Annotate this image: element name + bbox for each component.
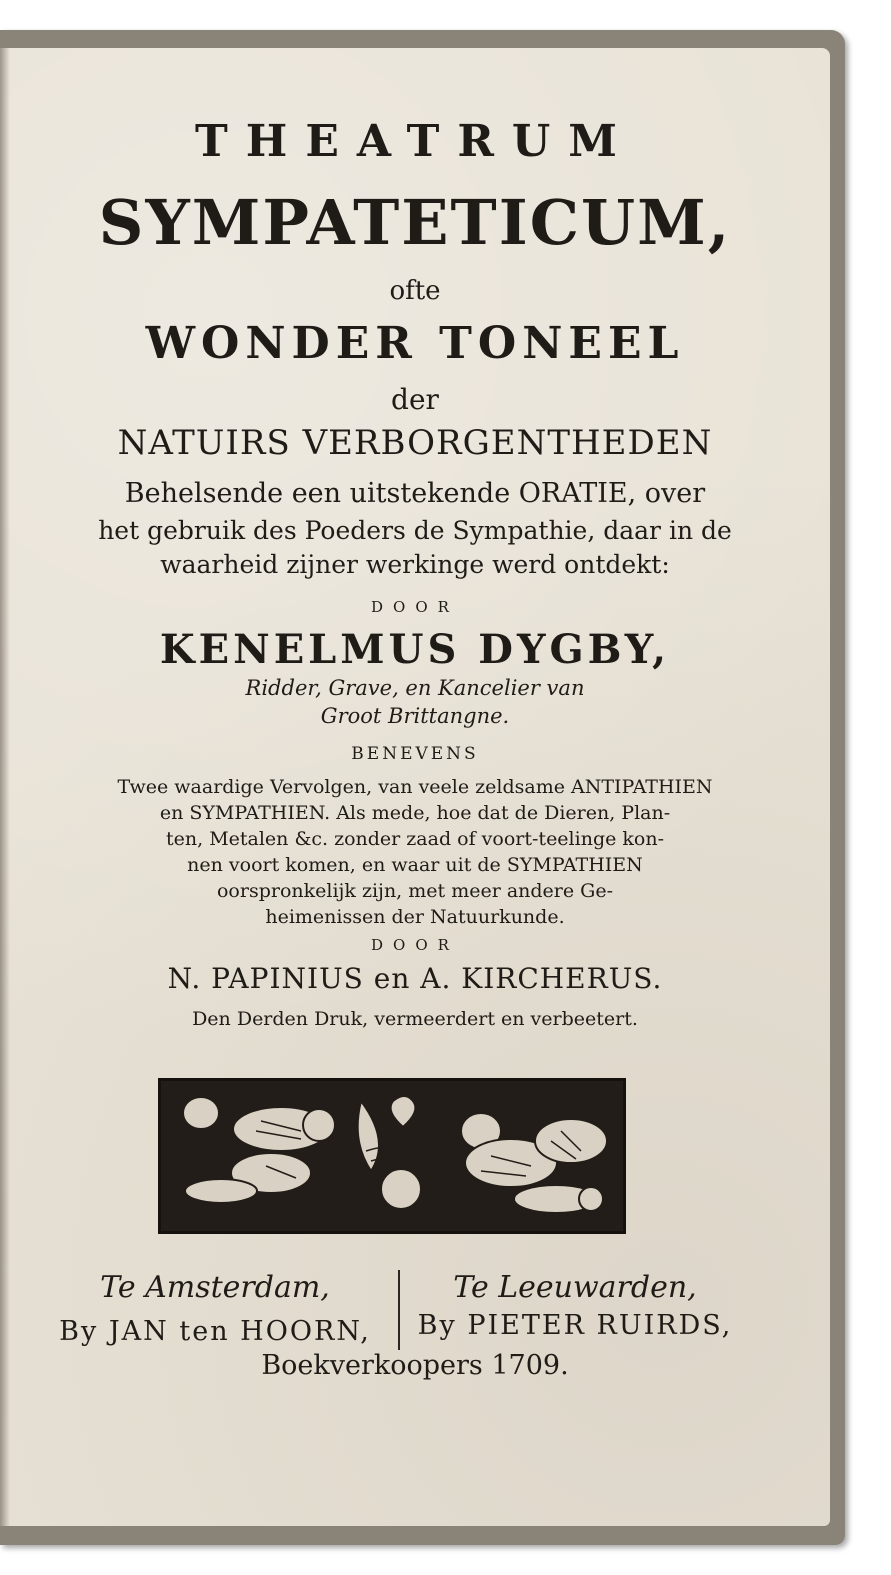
title-line-der: der <box>391 383 439 416</box>
body-line-2: en SYMPATHIEN. Als mede, hoe dat de Dieren, Plan- <box>159 802 671 824</box>
author-dygby-title-b: Groot Brittangne. <box>320 704 510 728</box>
body-line-5: oorspronkelijk zijn, met meer andere Ge- <box>216 880 614 902</box>
authors-papinius-kircherus: N. PAPINIUS en A. KIRCHERUS. <box>167 962 663 995</box>
body-line-4: nen voort komen, en waar uit de SYMPATHIEN <box>187 854 643 876</box>
edition-statement: Den Derden Druk, vermeerdert en verbeetert. <box>192 1008 638 1030</box>
imprint-right-printer: By PIETER RUIRDS, <box>417 1310 733 1341</box>
body-line-6: heimenissen der Natuurkunde. <box>265 906 565 928</box>
title-line-natuirs: NATUIRS VERBORGENTHEDEN <box>117 423 713 463</box>
title-page <box>0 48 830 1526</box>
author-dygby: KENELMUS DYGBY, <box>159 626 671 673</box>
author-dygby-title-a: Ridder, Grave, en Kancelier van <box>245 676 585 700</box>
title-line-ofte: ofte <box>389 276 441 306</box>
door-label-1: DOOR <box>371 598 459 616</box>
subtitle-line-3: waarheid zijner werkinge werd ontdekt: <box>160 550 670 579</box>
title-line-theatrum: THEATRUM <box>195 116 635 167</box>
body-line-3: ten, Metalen &c. zonder zaad of voort-teelinge kon- <box>166 828 664 850</box>
benevens-label: BENEVENS <box>351 744 479 764</box>
imprint-bottom-line: Boekverkoopers 1709. <box>261 1350 569 1381</box>
woodcut-cherubs-vignette <box>158 1078 626 1234</box>
subtitle-line-2: het gebruik des Poeders de Sympathie, daar in de <box>98 516 732 545</box>
imprint-right-city: Te Leeuwarden, <box>453 1270 697 1305</box>
title-line-wonder-toneel: WONDER TONEEL <box>145 318 685 369</box>
imprint-left-printer: By JAN ten HOORN, <box>59 1316 371 1347</box>
subtitle-line-1: Behelsende een uitstekende ORATIE, over <box>124 478 706 509</box>
imprint-left-city: Te Amsterdam, <box>100 1270 330 1305</box>
title-line-sympateticum: SYMPATETICUM, <box>98 186 732 259</box>
door-label-2: DOOR <box>371 936 459 954</box>
woodcut-illustration <box>161 1081 623 1231</box>
body-line-1: Twee waardige Vervolgen, van veele zeldsame ANTIPATHIEN <box>117 776 713 798</box>
